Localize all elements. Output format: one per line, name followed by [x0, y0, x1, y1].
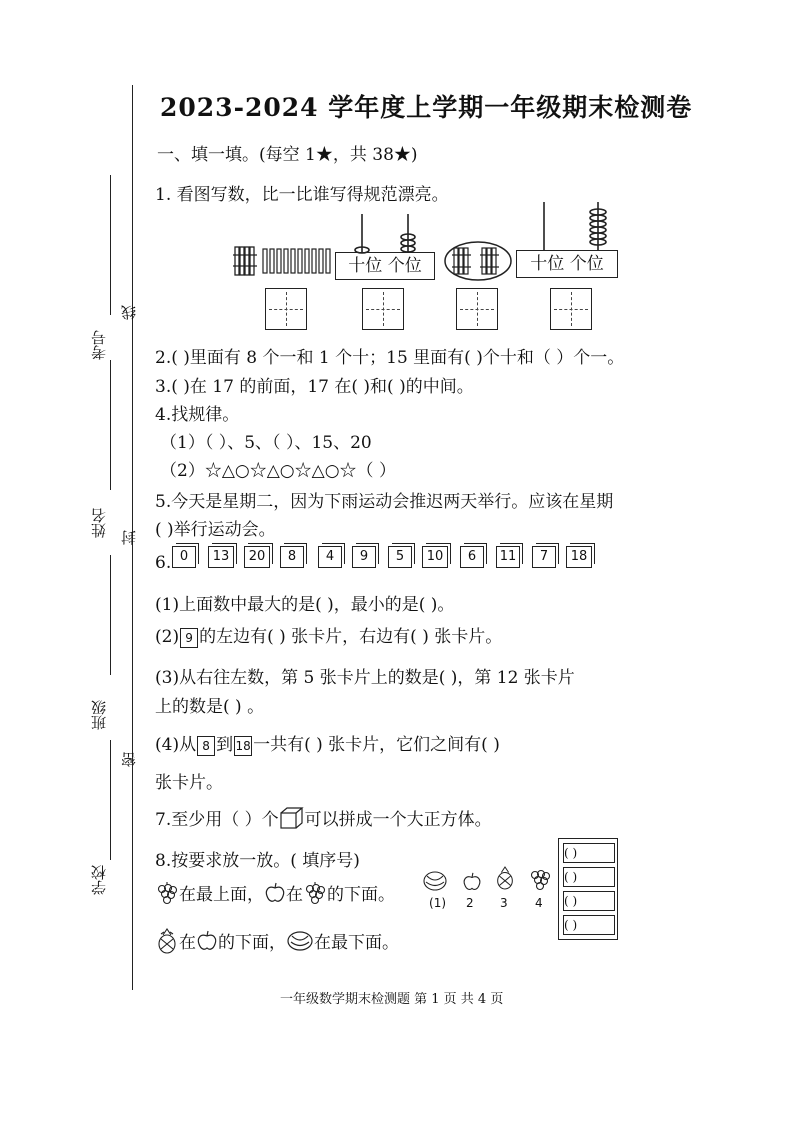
label-feng: 封 — [120, 530, 138, 545]
watermelon-icon — [422, 870, 448, 892]
mini-card-9: 9 — [180, 628, 198, 648]
grapes-icon — [528, 866, 552, 892]
name-underline-4 — [110, 740, 111, 860]
q8-l2a: 在 — [179, 933, 196, 953]
question-3: 3.( )在 17 的前面，17 在( )和( )的中间。 — [155, 377, 474, 397]
number-card: 4 — [318, 546, 342, 568]
question-8-line2 — [155, 928, 399, 954]
name-underline-2 — [110, 360, 111, 490]
number-card: 10 — [422, 546, 448, 568]
label-xuexiao: 学校 — [90, 865, 108, 895]
number-card: 8 — [280, 546, 304, 568]
number-card: 13 — [208, 546, 234, 568]
place-value-box-2: 十位 个位 — [516, 250, 618, 278]
single-sticks-icon — [262, 248, 332, 274]
two-bundles-icon — [442, 240, 514, 282]
q8-l1c: 的下面。 — [327, 885, 395, 905]
number-card: 7 — [532, 546, 556, 568]
name-underline-3 — [110, 555, 111, 675]
q6-4-prefix: (4)从 — [155, 735, 197, 755]
section-title: 一、填一填。(每空 1★，共 38★) — [157, 145, 418, 165]
watermelon-icon — [286, 930, 314, 952]
grapes-icon — [155, 881, 179, 905]
question-4: 4.找规律。 — [155, 405, 240, 425]
place-value-box-1: 十位 个位 — [335, 252, 435, 280]
question-6-2 — [155, 622, 502, 648]
writing-grid-1[interactable] — [265, 288, 307, 330]
q8-l2c: 在最下面。 — [314, 933, 399, 953]
shelf-slot[interactable]: ( ) — [563, 915, 615, 935]
small-cube-icon — [279, 806, 305, 830]
abacus-rods-icon-2 — [530, 200, 620, 252]
shelf-slot[interactable]: ( ) — [563, 843, 615, 863]
name-underline-1 — [110, 175, 111, 315]
question-6-1: (1)上面数中最大的是( )，最小的是( )。 — [155, 595, 455, 615]
page-title: 2023-2024 学年度上学期一年级期末检测卷 — [160, 93, 693, 122]
apple-icon — [264, 882, 286, 904]
question-5-line2: ( )举行运动会。 — [155, 520, 276, 540]
fruit-number-4: 4 — [535, 896, 543, 910]
question-6-4 — [155, 730, 500, 756]
number-card: 6 — [460, 546, 484, 568]
question-1: 1. 看图写数，比一比谁写得规范漂亮。 — [155, 185, 449, 205]
number-card: 20 — [244, 546, 270, 568]
question-4-2: （2）☆△○☆△○☆△○☆（ ） — [160, 461, 396, 481]
label-xian: 线 — [120, 305, 138, 320]
q8-l1b: 在 — [286, 885, 303, 905]
question-5-line1: 5.今天是星期二，因为下雨运动会推迟两天举行。应该在星期 — [155, 492, 614, 512]
number-card: 9 — [352, 546, 376, 568]
number-card: 18 — [566, 546, 592, 568]
q7-suffix: 可以拼成一个大正方体。 — [304, 810, 492, 830]
q8-l1a: 在最上面， — [179, 885, 264, 905]
fruit-number-1: (1) — [429, 896, 447, 910]
label-banji: 班级 — [90, 700, 108, 730]
label-mi: 密 — [120, 752, 138, 767]
question-2: 2.( )里面有 8 个一和 1 个十；15 里面有( )个十和（ ）个一。 — [155, 348, 625, 368]
label-kaohao: 考号 — [90, 330, 108, 360]
q7-prefix: 7.至少用（ ）个 — [155, 810, 279, 830]
number-card: 11 — [496, 546, 520, 568]
question-6-number: 6. — [155, 553, 172, 573]
grapes-icon — [303, 881, 327, 905]
mini-card-8: 8 — [197, 736, 215, 756]
question-7 — [155, 805, 492, 830]
question-6-3-line1: (3)从右往左数，第 5 张卡片上的数是( )，第 12 张卡片 — [155, 668, 575, 688]
q6-4-suffix: 一共有( ) 张卡片，它们之间有( ) — [253, 735, 500, 755]
shelf-slot[interactable]: ( ) — [563, 891, 615, 911]
q8-l2b: 的下面， — [218, 933, 286, 953]
fruit-number-2: 2 — [466, 896, 474, 910]
question-8-line1 — [155, 880, 395, 905]
question-6-3-line2: 上的数是( ) 。 — [155, 697, 265, 717]
question-4-1: （1）（ ）、5、（ ）、15、20 — [160, 433, 372, 453]
shelf-slot[interactable]: ( ) — [563, 867, 615, 887]
abacus-rods-icon — [350, 212, 430, 254]
page-footer: 一年级数学期末检测题 第 1 页 共 4 页 — [280, 992, 504, 1007]
writing-grid-3[interactable] — [456, 288, 498, 330]
question-6-4-line2: 张卡片。 — [155, 773, 223, 793]
writing-grid-2[interactable] — [362, 288, 404, 330]
pineapple-icon — [494, 864, 516, 892]
fruit-number-3: 3 — [500, 896, 508, 910]
pineapple-icon — [155, 928, 179, 954]
number-card: 0 — [172, 546, 196, 568]
bookshelf — [558, 838, 618, 940]
question-8: 8.按要求放一放。( 填序号) — [155, 851, 360, 871]
apple-icon — [462, 872, 482, 892]
bundle-of-ten-icon — [232, 244, 260, 278]
q6-2-suffix: 的左边有( ) 张卡片，右边有( ) 张卡片。 — [199, 627, 503, 647]
label-xingming: 姓名 — [90, 508, 108, 538]
q6-4-mid: 到 — [216, 735, 234, 755]
writing-grid-4[interactable] — [550, 288, 592, 330]
number-card: 5 — [388, 546, 412, 568]
q6-2-prefix: (2) — [155, 627, 180, 647]
apple-icon — [196, 930, 218, 952]
mini-card-18: 18 — [234, 736, 252, 756]
